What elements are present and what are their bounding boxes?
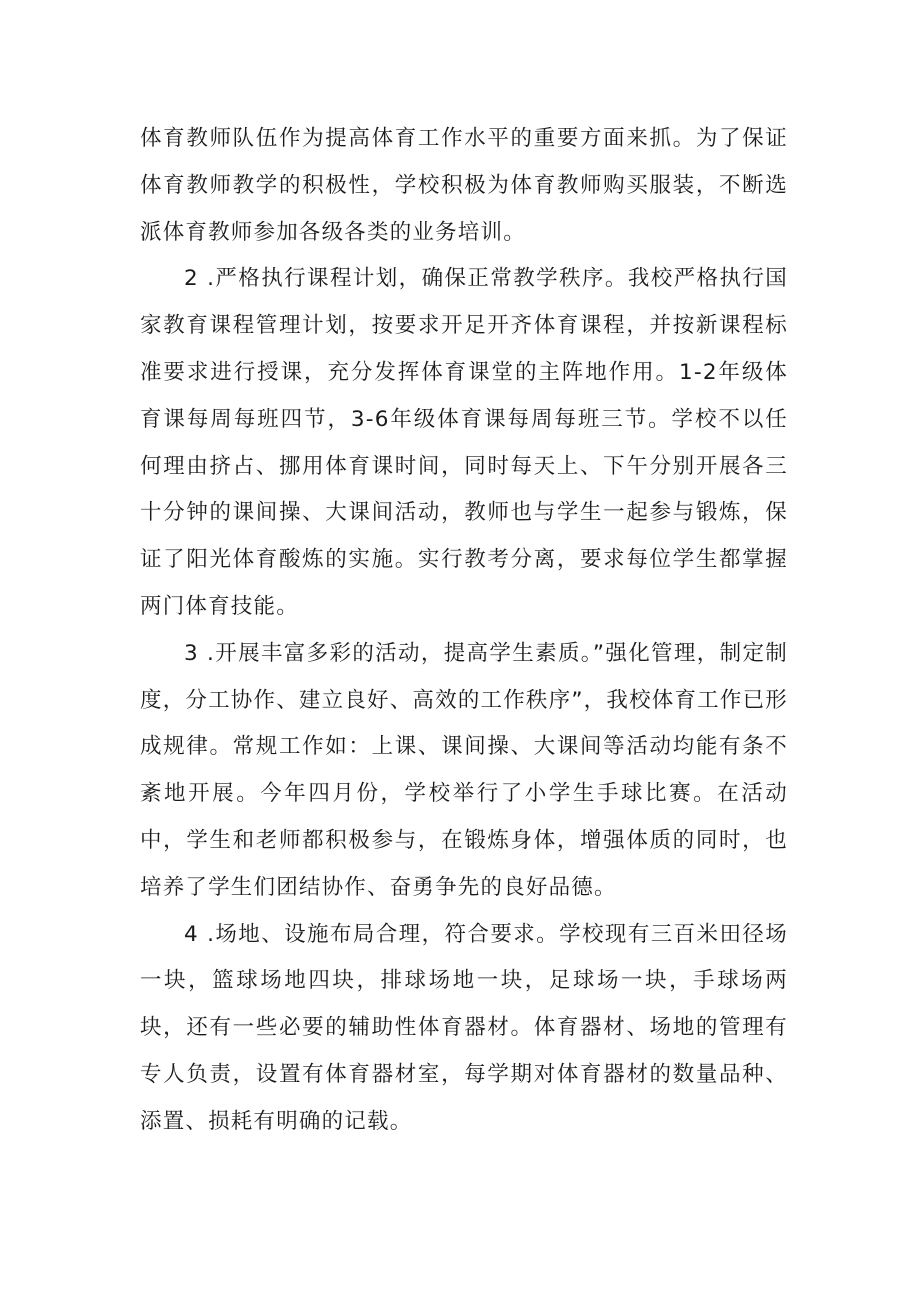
paragraph-facilities: 4 .场地、设施布局合理，符合要求。学校现有三百米田径场一块，篮球场地四块，排球场地一块，足球场一块，手球场两块，还有一些必要的辅助性体育器材。体育器材、场地的管理有专人负责，设置有体育器材室，每学期对体育器材的数量品种、添置、损耗有明确的记载。 (140, 921, 788, 1134)
document-body (140, 116, 788, 1146)
paragraph-teacher-team: 体育教师队伍作为提高体育工作水平的重要方面来抓。为了保证体育教师教学的积极性，学校积极为体育教师购买服装，不断选派体育教师参加各级各类的业务培训。 (140, 126, 788, 245)
paragraph-course-plan: 2 .严格执行课程计划，确保正常教学秩序。我校严格执行国家教育课程管理计划，按要求开足开齐体育课程，并按新课程标准要求进行授课，充分发挥体育课堂的主阵地作用。1-2年级体育课每周每班四节，3-6年级体育课每周每班三节。学校不以任何理由挤占、挪用体育课时间，同时每天上、下午分别开展各三十分钟的课间操、大课间活动，教师也与学生一起参与锻炼，保证了阳光体育酸炼的实施。实行教考分离，要求每位学生都掌握两门体育技能。 (140, 266, 788, 619)
paragraph-activities: 3 .开展丰富多彩的活动，提高学生素质。”强化管理，制定制度，分工协作、建立良好、高效的工作秩序”，我校体育工作已形成规律。常规工作如：上课、课间操、大课间等活动均能有条不紊地开展。今年四月份，学校举行了小学生手球比赛。在活动中，学生和老师都积极参与，在锻炼身体，增强体质的同时，也培养了学生们团结协作、奋勇争先的良好品德。 (140, 640, 788, 900)
